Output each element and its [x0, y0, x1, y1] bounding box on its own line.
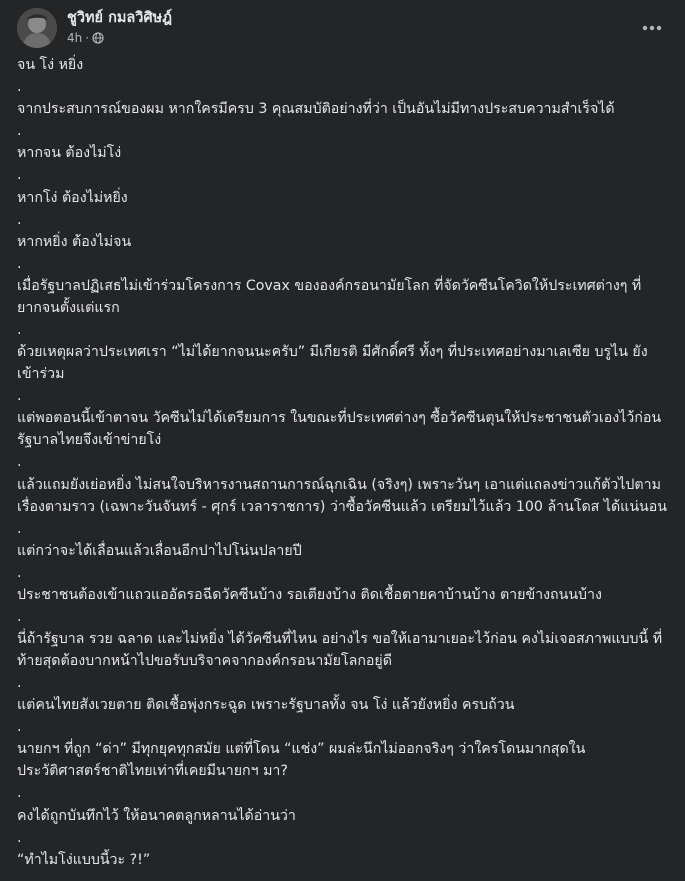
paragraph-divider: . [17, 520, 22, 537]
post-paragraph: นายกฯ ที่ถูก “ด่า” มีทุกยุคทุกสมัย แต่ที่โดน “แช่ง” ผมล่ะนึกไม่ออกจริงๆ ว่าใครโดนมากสุดในประวัติศาสตร์ชาติไทยเท่าที่เคยมีนายกฯ มา? [17, 741, 586, 780]
post-paragraph: หากหยิ่ง ต้องไม่จน [17, 233, 132, 250]
paragraph-divider: . [17, 829, 22, 846]
post-paragraph: จน โง่ หยิ่ง [17, 57, 84, 73]
post-paragraph: หากโง่ ต้องไม่หยิ่ง [17, 189, 128, 206]
avatar-image [17, 8, 57, 48]
paragraph-divider: . [17, 719, 22, 736]
author-block [67, 9, 172, 46]
globe-icon[interactable] [92, 32, 104, 44]
paragraph-divider: . [17, 454, 22, 471]
post-paragraph: นี่ถ้ารัฐบาล รวย ฉลาด และไม่หยิ่ง ได้วัคซีนที่ไหน อย่างไร ขอให้เอามาเยอะไว้ก่อน คงไม่เจอสภาพแบบนี้ ที่ท้ายสุดต้องบากหน้าไปขอรับบริจาคจากองค์กรอนามัยโลกอยู่ดี [17, 631, 663, 670]
post-paragraph: ด้วยเหตุผลว่าประเทศเรา “ไม่ได้ยากจนนะครับ” มีเกียรติ มีศักดิ์ศรี ทั้งๆ ที่ประเทศอย่างมาเลเซีย บรูไน ยังเข้าร่วม [17, 344, 648, 383]
post-paragraph: เมื่อรัฐบาลปฏิเสธไม่เข้าร่วมโครงการ Covax ขององค์กรอนามัยโลก ที่จัดวัคซีนโควิดให้ประเทศต่างๆ ที่ยากจนตั้งแต่แรก [17, 277, 642, 316]
post-timestamp[interactable]: 4h [67, 31, 83, 45]
paragraph-divider: . [17, 211, 22, 228]
post-paragraph: หากจน ต้องไม่โง่ [17, 145, 122, 162]
post-paragraph: คงได้ถูกบันทึกไว้ ให้อนาคตลูกหลานได้อ่านว่า [17, 807, 296, 824]
post-paragraph: จากประสบการณ์ของผม หากใครมีครบ 3 คุณสมบัติอย่างที่ว่า เป็นอันไม่มีทางประสบความสำเร็จได้ [17, 101, 615, 118]
post-paragraph: “ทำไมโง่แบบนี้วะ ?!” [17, 851, 151, 868]
post-body [17, 54, 667, 871]
paragraph-divider: . [17, 255, 22, 272]
author-name[interactable]: ชูวิทย์ กมลวิศิษฎ์ [67, 10, 172, 26]
post-paragraph: ประชาชนต้องเข้าแถวแออัดรอฉีดวัคซีนบ้าง รอเตียงบ้าง ติดเชื้อตายคาบ้านบ้าง ตายข้างถนนบ้าง [17, 586, 602, 603]
post-paragraph: แต่คนไทยสังเวยตาย ติดเชื้อพุ่งกระฉูด เพราะรัฐบาลทั้ง จน โง่ แล้วยังหยิ่ง ครบถ้วน [17, 697, 515, 714]
paragraph-divider: . [17, 675, 22, 692]
paragraph-divider: . [17, 608, 22, 625]
paragraph-divider: . [17, 388, 22, 405]
post-paragraph: แล้วแถมยังเย่อหยิ่ง ไม่สนใจบริหารงานสถานการณ์ฉุกเฉิน (จริงๆ) เพราะวันๆ เอาแต่แถลงข่าวแก้ตัวไปตามเรื่องตามราว (เฉพาะวันจันทร์ - ศุกร์ เวลาราชการ) ว่าซื้อวัคซีนแล้ว เตรียมไว้แล้ว 100 ล้านโดส ได้แน่นอน [17, 476, 667, 515]
post-header [17, 8, 668, 48]
post-paragraph: แต่กว่าจะได้เลื่อนแล้วเลื่อนอีกปาไปโน่นปลายปี [17, 542, 302, 559]
paragraph-divider: . [17, 167, 22, 184]
avatar[interactable] [17, 8, 57, 48]
paragraph-divider: . [17, 564, 22, 581]
more-options-button[interactable] [636, 12, 668, 44]
more-horizontal-icon [642, 25, 662, 31]
post-paragraph: แต่พอตอนนี้เข้าตาจน วัคซีนไม่ได้เตรียมการ ในขณะที่ประเทศต่างๆ ซื้อวัคซีนตุนให้ประชาชนตัวเองไว้ก่อน รัฐบาลไทยจึงเข้าข่ายโง่ [17, 410, 662, 449]
paragraph-divider: . [17, 321, 22, 338]
paragraph-divider: . [17, 785, 22, 802]
meta-separator: · [85, 31, 90, 45]
paragraph-divider: . [17, 79, 22, 95]
paragraph-divider: . [17, 123, 22, 140]
post-meta [67, 30, 172, 46]
